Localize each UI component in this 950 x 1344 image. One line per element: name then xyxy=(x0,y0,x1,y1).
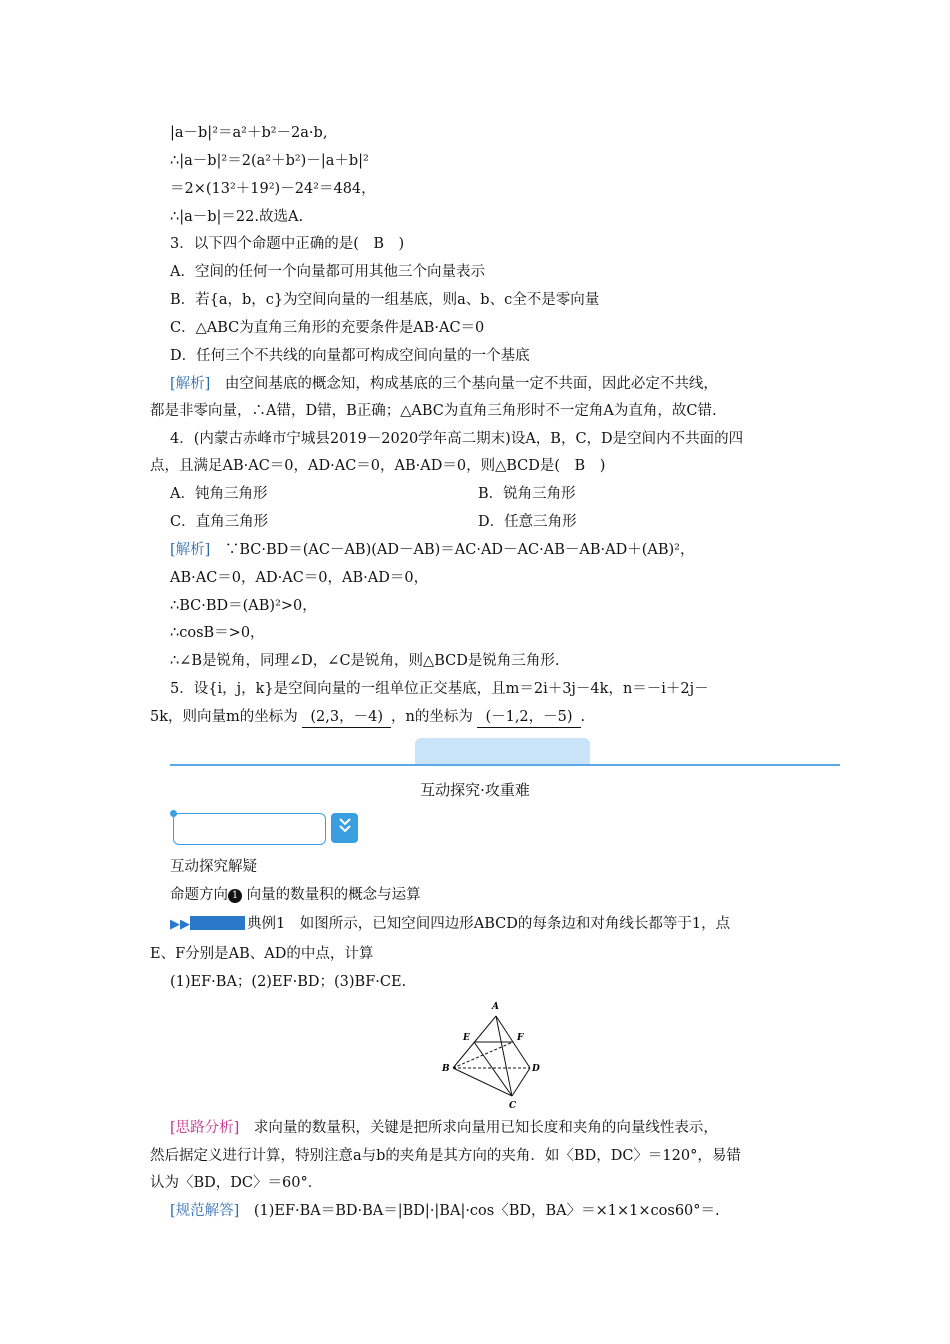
q5-text-1: 5k，则向量m的坐标为 xyxy=(150,709,298,725)
q5-answer-m: (2,3，－4) xyxy=(302,707,391,728)
expand-button[interactable] xyxy=(331,813,358,843)
q4-option-b: B．锐角三角形 xyxy=(478,486,576,502)
direction-heading xyxy=(170,885,421,905)
label-C: C xyxy=(509,1101,517,1111)
section-title: 互动探究·攻重难 xyxy=(420,781,530,799)
label-D: D xyxy=(532,1064,540,1074)
q4-option-a: A．钝角三角形 xyxy=(170,486,268,502)
q5-text-2: ，n的坐标为 xyxy=(390,709,473,725)
q3-analysis-text-1: 由空间基底的概念知，构成基底的三个基向量一定不共面，因此必定不共线， xyxy=(210,376,718,392)
question-4-line-2: 点，且满足AB·AC＝0，AD·AC＝0，AB·AD＝0，则△BCD是( B ) xyxy=(150,458,606,474)
analysis-line-3: 认为〈BD，DC〉＝60°． xyxy=(150,1175,323,1191)
q5-answer-n: (－1,2，－5) xyxy=(477,707,580,728)
q4-analysis-line-1 xyxy=(170,540,694,560)
label-A: A xyxy=(492,1002,499,1012)
q4-option-c: C．直角三角形 xyxy=(170,514,269,530)
example-line-1 xyxy=(170,914,730,935)
section-divider xyxy=(170,764,840,766)
label-F: F xyxy=(517,1033,524,1043)
line-4: ∴|a－b|＝22.故选A. xyxy=(170,209,304,225)
line-3: ＝2×(13²＋19²)－24²＝484， xyxy=(170,181,376,197)
question-5-line-2 xyxy=(150,707,585,728)
question-4-line-1: 4．(内蒙古赤峰市宁城县2019－2020学年高二期末)设A，B，C，D是空间内不共面的四 xyxy=(170,431,744,447)
q3-option-b: B．若{a，b，c}为空间向量的一组基底，则a、b、c全不是零向量 xyxy=(170,292,600,308)
section-box xyxy=(173,813,326,845)
chevron-down-icon xyxy=(337,825,353,841)
double-arrow-icon: ▶▶ xyxy=(170,917,190,932)
example-line-3: (1)EF·BA；(2)EF·BD；(3)BF·CE. xyxy=(170,974,407,990)
analysis-tag: [解析] xyxy=(170,542,211,558)
analysis-line-2: 然后据定义进行计算，特别注意a与b的夹角是其方向的夹角．如〈BD，DC〉＝120°，易错 xyxy=(150,1148,741,1164)
section-tab xyxy=(415,738,590,765)
q4-analysis-line-4: ∴cosB＝>0， xyxy=(170,625,265,641)
example-label-bar xyxy=(190,916,245,930)
solution-tag: [规范解答] xyxy=(170,1203,240,1219)
direction-number: 1 xyxy=(228,889,242,903)
label-B: B xyxy=(442,1064,450,1074)
line-2: ∴|a－b|²＝2(a²＋b²)－|a＋b|² xyxy=(170,153,369,169)
q4-analysis-text-1: ∵BC·BD＝(AC－AB)(AD－AB)＝AC·AD－AC·AB－AB·AD＋(AB)²， xyxy=(210,542,695,558)
q4-analysis-line-2: AB·AC＝0，AD·AC＝0，AB·AD＝0， xyxy=(170,570,429,586)
example-line-2: E、F分别是AB、AD的中点，计算 xyxy=(150,946,374,962)
analysis-text-1: 求向量的数量积，关键是把所求向量用已知长度和夹角的向量线性表示， xyxy=(239,1120,718,1136)
q4-analysis-line-3: ∴BC·BD＝(AB)²>0， xyxy=(170,598,317,614)
line-1: |a－b|²＝a²＋b²－2a·b, xyxy=(170,125,328,141)
thinking-tag: [思路分析] xyxy=(170,1120,240,1136)
question-3: 3．以下四个命题中正确的是( B ) xyxy=(170,236,405,252)
question-5-line-1: 5．设{i，j，k}是空间向量的一组单位正交基底，且m＝2i＋3j－4k，n＝－i＋2j－ xyxy=(170,681,709,697)
tetrahedron-figure xyxy=(430,998,550,1113)
q5-text-3: . xyxy=(580,709,586,725)
solution-text-1: (1)EF·BA＝BD·BA＝|BD|·|BA|·cos〈BD，BA〉＝×1×1×cos60°＝. xyxy=(239,1203,720,1219)
q3-option-c: C．△ABC为直角三角形的充要条件是AB·AC＝0 xyxy=(170,320,485,336)
q3-option-d: D．任何三个不共线的向量都可构成空间向量的一个基底 xyxy=(170,348,530,364)
example-label: 典例1 xyxy=(247,916,286,932)
direction-text: 向量的数量积的概念与运算 xyxy=(246,887,421,903)
solution-line-1 xyxy=(170,1201,720,1221)
subsection-title: 互动探究解疑 xyxy=(170,859,257,875)
q3-option-a: A．空间的任何一个向量都可用其他三个向量表示 xyxy=(170,264,485,280)
q3-analysis-line-2: 都是非零向量，∴A错，D错，B正确；△ABC为直角三角形时不一定角A为直角，故C错. xyxy=(150,403,717,419)
analysis-tag: [解析] xyxy=(170,376,211,392)
q4-option-d: D．任意三角形 xyxy=(478,514,577,530)
q3-analysis-line-1 xyxy=(170,374,718,394)
direction-label: 命题方向 xyxy=(170,887,228,903)
label-E: E xyxy=(463,1033,470,1043)
example-text-1: 如图所示，已知空间四边形ABCD的每条边和对角线长都等于1，点 xyxy=(285,916,731,932)
q4-analysis-line-5: ∴∠B是锐角，同理∠D，∠C是锐角，则△BCD是锐角三角形. xyxy=(170,653,560,669)
analysis-line-1 xyxy=(170,1118,718,1138)
